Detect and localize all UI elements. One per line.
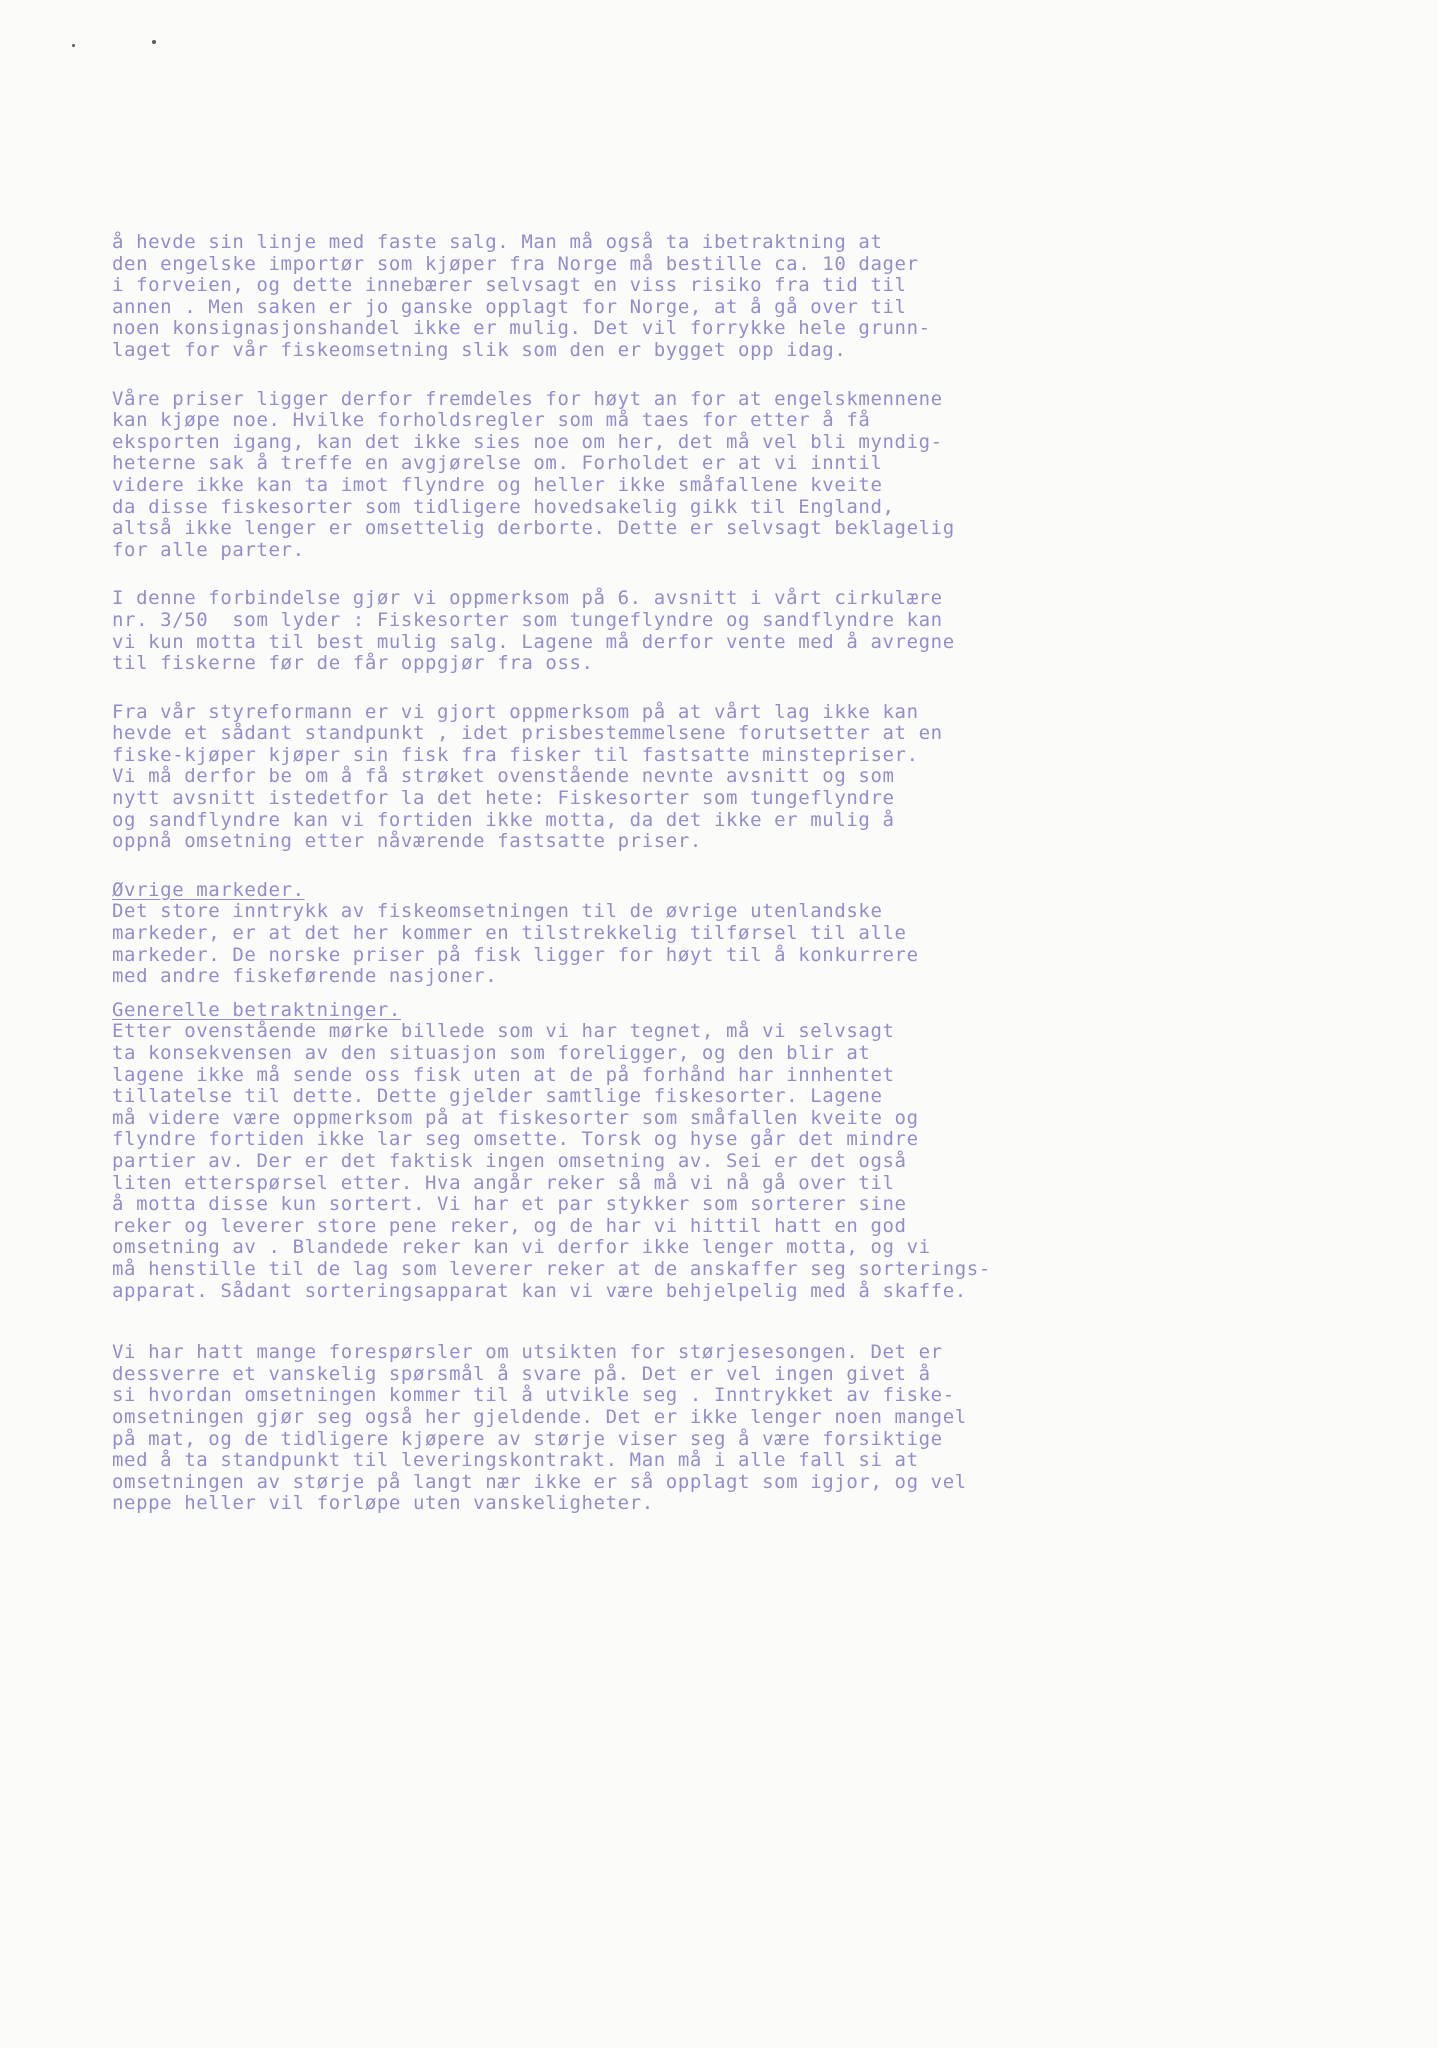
paragraph xyxy=(112,588,1372,674)
text-line: da disse fiskesorter som tidligere hovedsakelig gikk til England, xyxy=(112,495,895,518)
text-line: til fiskerne før de får oppgjør fra oss. xyxy=(112,652,594,675)
text-line: Fra vår styreformann er vi gjort oppmerksom på at vårt lag ikke kan xyxy=(112,700,919,723)
text-line: flyndre fortiden ikke lar seg omsette. Torsk og hyse går det mindre xyxy=(112,1128,919,1151)
text-line: apparat. Sådant sorteringsapparat kan vi være behjelpelig med å skaffe. xyxy=(112,1279,967,1302)
text-line: og sandflyndre kan vi fortiden ikke motta, da det ikke er mulig å xyxy=(112,808,895,831)
text-line: videre ikke kan ta imot flyndre og heller ikke småfallene kveite xyxy=(112,473,883,496)
text-line: I denne forbindelse gjør vi oppmerksom på 6. avsnitt i vårt cirkulære xyxy=(112,587,943,610)
text-line: annen . Men saken er jo ganske opplagt for Norge, at å gå over til xyxy=(112,295,907,318)
text-line: reker og leverer store pene reker, og de har vi hittil hatt en god xyxy=(112,1214,907,1237)
text-line: med andre fiskeførende nasjoner. xyxy=(112,965,498,988)
text-line: markeder, er at det her kommer en tilstrekkelig tilførsel til alle xyxy=(112,922,907,945)
text-line: vi kun motta til best mulig salg. Lagene må derfor vente med å avregne xyxy=(112,630,955,653)
letter-body xyxy=(112,232,1372,1542)
page-speck xyxy=(152,40,156,44)
text-line: kan kjøpe noe. Hvilke forholdsregler som må taes for etter å få xyxy=(112,409,871,432)
text-line: eksporten igang, kan det ikke sies noe om her, det må vel bli myndig- xyxy=(112,430,943,453)
text-line: Det store inntrykk av fiskeomsetningen til de øvrige utenlandske xyxy=(112,900,883,923)
text-line: må henstille til de lag som leverer reker at de anskaffer seg sorterings- xyxy=(112,1257,991,1280)
text-line: nytt avsnitt istedetfor la det hete: Fiskesorter som tungeflyndre xyxy=(112,787,895,810)
page-speck xyxy=(72,44,75,47)
section-ovrige-markeder xyxy=(112,880,1372,988)
text-line: neppe heller vil forløpe uten vanskeligheter. xyxy=(112,1492,654,1515)
text-line: tillatelse til dette. Dette gjelder samtlige fiskesorter. Lagene xyxy=(112,1085,883,1108)
text-line: Vi må derfor be om å få strøket ovenstående nevnte avsnitt og som xyxy=(112,765,895,788)
text-line: fiske-kjøper kjøper sin fisk fra fisker til fastsatte minstepriser. xyxy=(112,743,919,766)
text-line: den engelske importør som kjøper fra Norge må bestille ca. 10 dager xyxy=(112,252,919,275)
section-generelle-betraktninger xyxy=(112,1000,1372,1302)
text-line: på mat, og de tidligere kjøpere av størje viser seg å være forsiktige xyxy=(112,1427,943,1450)
text-line: omsetning av . Blandede reker kan vi derfor ikke lenger motta, og vi xyxy=(112,1236,931,1259)
text-line: partier av. Der er det faktisk ingen omsetning av. Sei er det også xyxy=(112,1149,907,1172)
text-line: noen konsignasjonshandel ikke er mulig. Det vil forrykke hele grunn- xyxy=(112,317,931,340)
text-line: liten etterspørsel etter. Hva angår reker så må vi nå gå over til xyxy=(112,1171,895,1194)
paragraph-storje xyxy=(112,1342,1372,1515)
text-line: heterne sak å treffe en avgjørelse om. Forholdet er at vi inntil xyxy=(112,452,883,475)
text-line: nr. 3/50 som lyder : Fiskesorter som tungeflyndre og sandflyndre kan xyxy=(112,608,943,631)
text-line: markeder. De norske priser på fisk ligger for høyt til å konkurrere xyxy=(112,943,919,966)
text-line: omsetningen gjør seg også her gjeldende. Det er ikke lenger noen mangel xyxy=(112,1405,967,1428)
paragraph xyxy=(112,232,1372,362)
text-line: lagene ikke må sende oss fisk uten at de på forhånd har innhentet xyxy=(112,1063,895,1086)
text-line: dessverre et vanskelig spørsmål å svare på. Det er vel ingen givet å xyxy=(112,1362,931,1385)
text-line: Etter ovenstående mørke billede som vi har tegnet, må vi selvsagt xyxy=(112,1020,895,1043)
text-line: omsetningen av størje på langt nær ikke er så opplagt som igjor, og vel xyxy=(112,1470,967,1493)
text-line: hevde et sådant standpunkt , idet prisbestemmelsene forutsetter at en xyxy=(112,722,943,745)
text-line: altså ikke lenger er omsettelig derborte. Dette er selvsagt beklagelig xyxy=(112,517,955,540)
text-line: Vi har hatt mange forespørsler om utsikten for størjesesongen. Det er xyxy=(112,1341,943,1364)
text-line: si hvordan omsetningen kommer til å utvikle seg . Inntrykket av fiske- xyxy=(112,1384,955,1407)
text-line: oppnå omsetning etter nåværende fastsatte priser. xyxy=(112,830,702,853)
section-heading: Generelle betraktninger. xyxy=(112,998,401,1021)
paragraph xyxy=(112,702,1372,853)
text-line: i forveien, og dette innebærer selvsagt en viss risiko fra tid til xyxy=(112,274,907,297)
text-line: laget for vår fiskeomsetning slik som den er bygget opp idag. xyxy=(112,338,847,361)
text-line: å motta disse kun sortert. Vi har et par stykker som sorterer sine xyxy=(112,1193,907,1216)
text-line: må videre være oppmerksom på at fiskesorter som småfallen kveite og xyxy=(112,1106,919,1129)
text-line: å hevde sin linje med faste salg. Man må også ta ibetraktning at xyxy=(112,231,883,253)
text-line: Våre priser ligger derfor fremdeles for høyt an for at engelskmennene xyxy=(112,387,943,410)
section-heading: Øvrige markeder. xyxy=(112,878,305,901)
text-line: for alle parter. xyxy=(112,538,305,561)
text-line: med å ta standpunkt til leveringskontrakt. Man må i alle fall si at xyxy=(112,1449,919,1472)
paragraph xyxy=(112,389,1372,562)
text-line: ta konsekvensen av den situasjon som foreligger, og den blir at xyxy=(112,1042,871,1064)
